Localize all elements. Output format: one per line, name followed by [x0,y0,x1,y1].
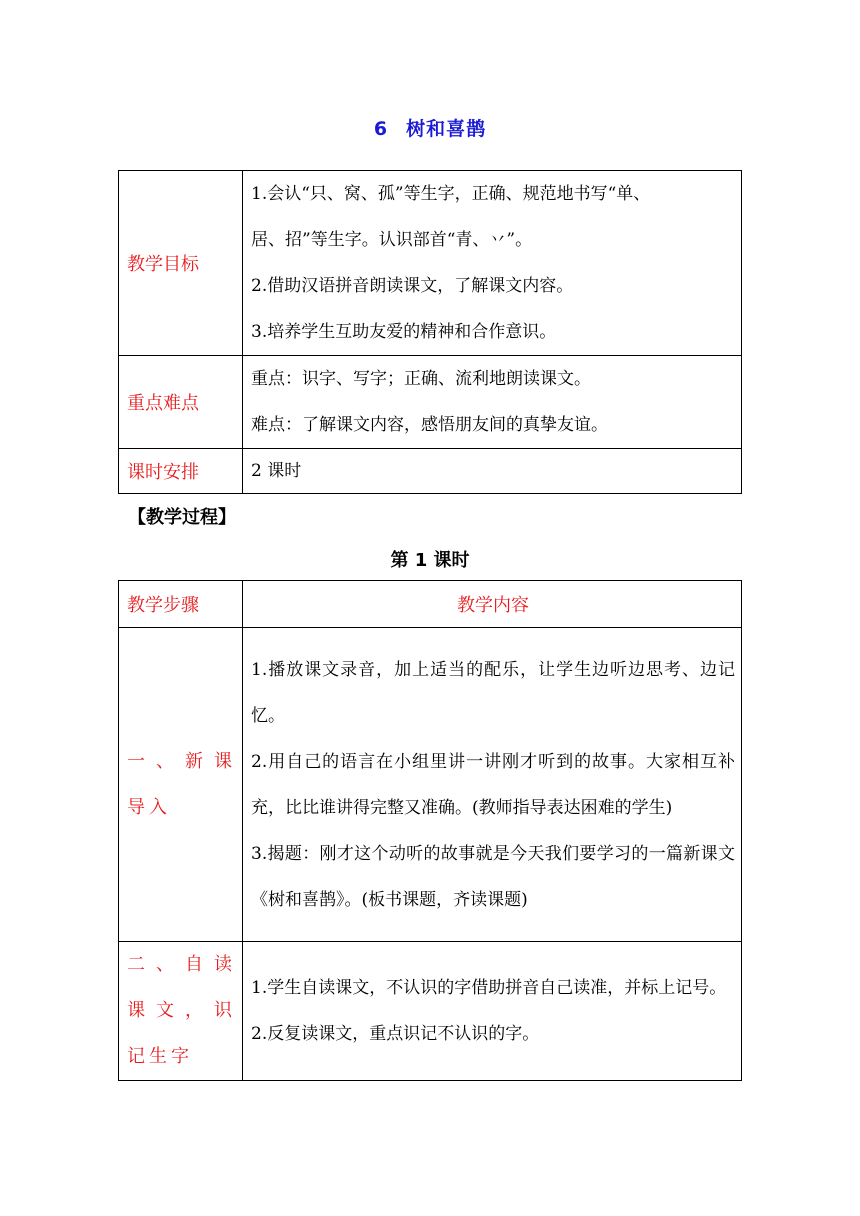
row-label-schedule: 课时安排 [119,449,243,494]
objectives-table [118,170,742,494]
step-content [243,942,742,1081]
step-content [243,628,742,942]
table-row [119,171,742,356]
lesson-number: 6 [373,118,389,140]
step-item: 2.反复读课文，重点识记不认识的字。 [251,1024,540,1044]
table-row [119,628,742,942]
step-item: 2.用自己的语言在小组里讲一讲刚才听到的故事。大家相互补充，比比谁讲得完整又准确。(教师指导表达困难的学生) [251,751,735,818]
header-steps: 教学步骤 [119,581,243,628]
content-line: 2 课时 [251,461,302,481]
step-item: 1.学生自读课文，不认识的字借助拼音自己读准，并标上记号。 [251,978,727,998]
steps-table [118,580,742,1081]
table-row [119,942,742,1081]
step-item: 3.揭题：刚才这个动听的故事就是今天我们要学习的一篇新课文《树和喜鹊》。(板书课题，齐读课题) [251,843,735,910]
table-row [119,356,742,449]
page-title [0,114,860,141]
step-label-cell [119,628,243,942]
step-item: 1.播放课文录音，加上适当的配乐，让学生边听边思考、边记忆。 [251,659,735,726]
step-label: 一、新课导入 [127,750,236,818]
content-line: 2.借助汉语拼音朗读课文，了解课文内容。 [251,276,574,296]
row-label-objectives: 教学目标 [119,171,243,356]
table-header-row [119,581,742,628]
process-heading: 【教学过程】 [128,507,236,528]
table-row [119,449,742,494]
objectives-content [243,171,742,356]
step-label: 二、自读课文，识记生字 [127,954,236,1067]
lesson-heading: 第 1 课时 [390,550,470,571]
content-line: 3.培养学生互助友爱的精神和合作意识。 [251,322,557,342]
row-label-key-points: 重点难点 [119,356,243,449]
content-line: 1.会认“只、窝、孤”等生字，正确、规范地书写“单、 [251,184,651,204]
content-line: 难点：了解课文内容，感悟朋友间的真挚友谊。 [251,415,608,435]
lesson-title: 树和喜鹊 [406,118,487,140]
header-content: 教学内容 [243,581,742,628]
schedule-content [243,449,742,494]
content-line: 居、招”等生字。认识部首“青、丷”。 [251,230,533,250]
step-label-cell [119,942,243,1081]
key-points-content [243,356,742,449]
content-line: 重点：识字、写字；正确、流利地朗读课文。 [251,369,591,389]
